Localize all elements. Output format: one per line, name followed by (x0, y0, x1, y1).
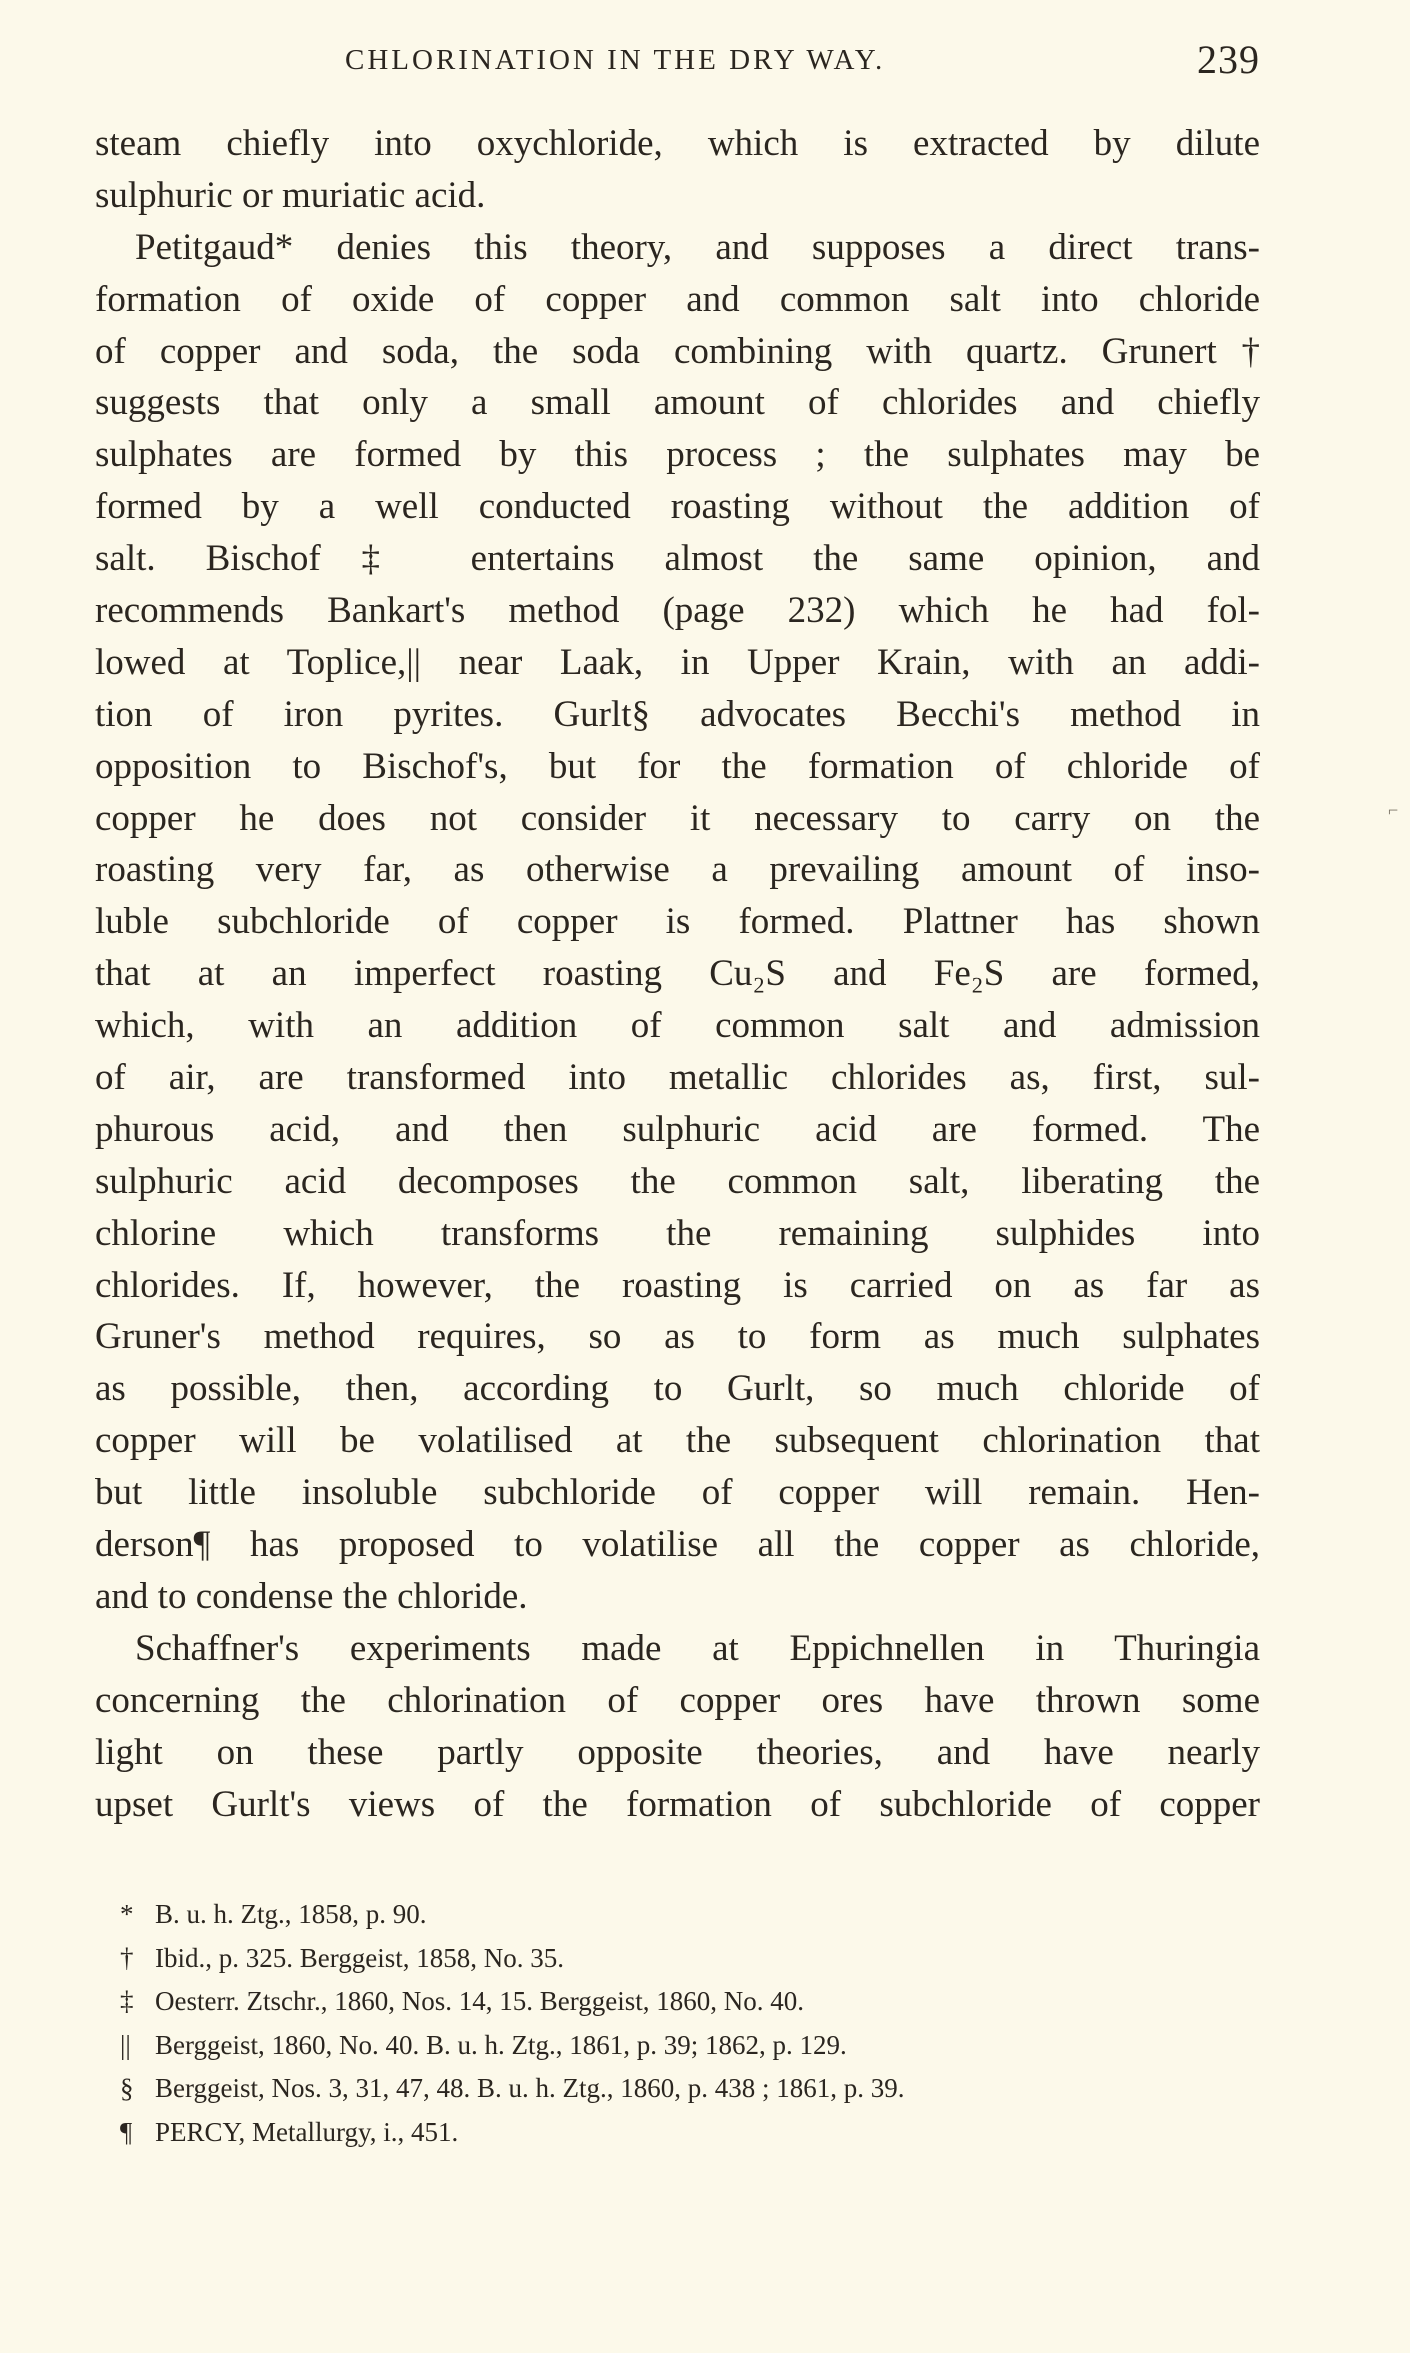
text-line: steam chiefly into oxychloride, which is extracted by dilute (95, 123, 1260, 164)
text-line: as possible, then, according to Gurlt, so much chloride of (95, 1368, 1260, 1410)
text-line: light on these partly opposite theories, and have nearly (95, 1731, 1260, 1773)
running-title: CHLORINATION IN THE DRY WAY. (345, 44, 886, 76)
paragraph-start-line: Schaffner's experiments made at Eppichnellen in Thuringia (135, 1627, 1260, 1669)
paragraph-start-line: Petitgaud* denies this theory, and supposes a direct trans- (135, 226, 1260, 268)
text-line: roasting very far, as otherwise a prevailing amount of inso- (95, 849, 1260, 891)
footnote-text: Ibid., p. 325. Berggeist, 1858, No. 35. (155, 1942, 564, 1973)
margin-mark: ⌐ (1388, 800, 1399, 820)
text-line: and to condense the chloride. (95, 1575, 528, 1617)
text-line: of copper and soda, the soda combining with quartz. Grunert† (95, 330, 1260, 372)
text-line: but little insoluble subchloride of copper will remain. Hen- (95, 1472, 1260, 1514)
text-line: concerning the chlorination of copper ores have thrown some (95, 1679, 1260, 1721)
text-line: tion of iron pyrites. Gurlt§ advocates Becchi's method in (95, 693, 1260, 735)
text-line: sulphates are formed by this process ; the sulphates may be (95, 434, 1260, 476)
text-line: lowed at Toplice,|| near Laak, in Upper Krain, with an addi- (95, 641, 1260, 683)
footnote-text: Berggeist, 1860, No. 40. B. u. h. Ztg., 1861, p. 39; 1862, p. 129. (155, 2029, 847, 2060)
text-line: phurous acid, and then sulphuric acid are formed. The (95, 1108, 1260, 1150)
footnote (120, 1893, 1220, 1937)
text-line: upset Gurlt's views of the formation of subchloride of copper (95, 1783, 1260, 1825)
text-line: chlorides. If, however, the roasting is carried on as far as (95, 1264, 1260, 1306)
text-line: copper he does not consider it necessary to carry on the (95, 797, 1260, 839)
footnote-text: PERCY, Metallurgy, i., 451. (155, 2116, 459, 2147)
footnote (120, 1937, 1220, 1981)
text-line: sulphuric acid decomposes the common salt, liberating the (95, 1160, 1260, 1202)
text-line: chlorine which transforms the remaining sulphides into (95, 1212, 1260, 1254)
footnote-text: Berggeist, Nos. 3, 31, 47, 48. B. u. h. Ztg., 1860, p. 438 ; 1861, p. 39. (155, 2073, 905, 2104)
page-number: 239 (1197, 37, 1260, 82)
footnote (120, 2067, 1220, 2111)
text-line: luble subchloride of copper is formed. Plattner has shown (95, 901, 1260, 943)
text-line: suggests that only a small amount of chlorides and chiefly (95, 382, 1260, 424)
running-head (95, 36, 1260, 96)
footnote-mark: || (120, 2029, 131, 2060)
text-line: salt. Bischof‡ entertains almost the same opinion, and (95, 538, 1260, 580)
text-line: that at an imperfect roasting Cu₂S and Fe₂S are formed, (95, 953, 1260, 995)
footnote-text: B. u. h. Ztg., 1858, p. 90. (155, 1899, 427, 1929)
text-line: sulphuric or muriatic acid. (95, 174, 486, 216)
text-line: formed by a well conducted roasting without the addition of (95, 486, 1260, 528)
text-line: copper will be volatilised at the subsequent chlorination that (95, 1420, 1260, 1462)
footnote (120, 2111, 1220, 2155)
footnotes (120, 1893, 1220, 2155)
footnote-text: Oesterr. Ztschr., 1860, Nos. 14, 15. Berggeist, 1860, No. 40. (155, 1986, 804, 2017)
text-line: Gruner's method requires, so as to form as much sulphates (95, 1316, 1260, 1358)
footnote (120, 1980, 1220, 2024)
text-line: formation of oxide of copper and common salt into chloride (95, 278, 1260, 320)
footnote (120, 2024, 1220, 2068)
footnote-mark: ‡ (120, 1986, 134, 2017)
text-line: recommends Bankart's method (page 232) which he had fol- (95, 590, 1260, 632)
text-line: opposition to Bischof's, but for the formation of chloride of (95, 745, 1260, 787)
text-line: which, with an addition of common salt and admission (95, 1005, 1260, 1047)
footnote-mark: ¶ (120, 2116, 133, 2147)
body-text (95, 118, 1260, 1830)
footnote-mark: § (120, 2073, 134, 2104)
footnote-mark: * (120, 1899, 134, 1929)
text-line: of air, are transformed into metallic chlorides as, first, sul- (95, 1057, 1260, 1099)
footnote-mark: † (120, 1942, 134, 1973)
text-line: derson¶ has proposed to volatilise all the copper as chloride, (95, 1524, 1260, 1566)
